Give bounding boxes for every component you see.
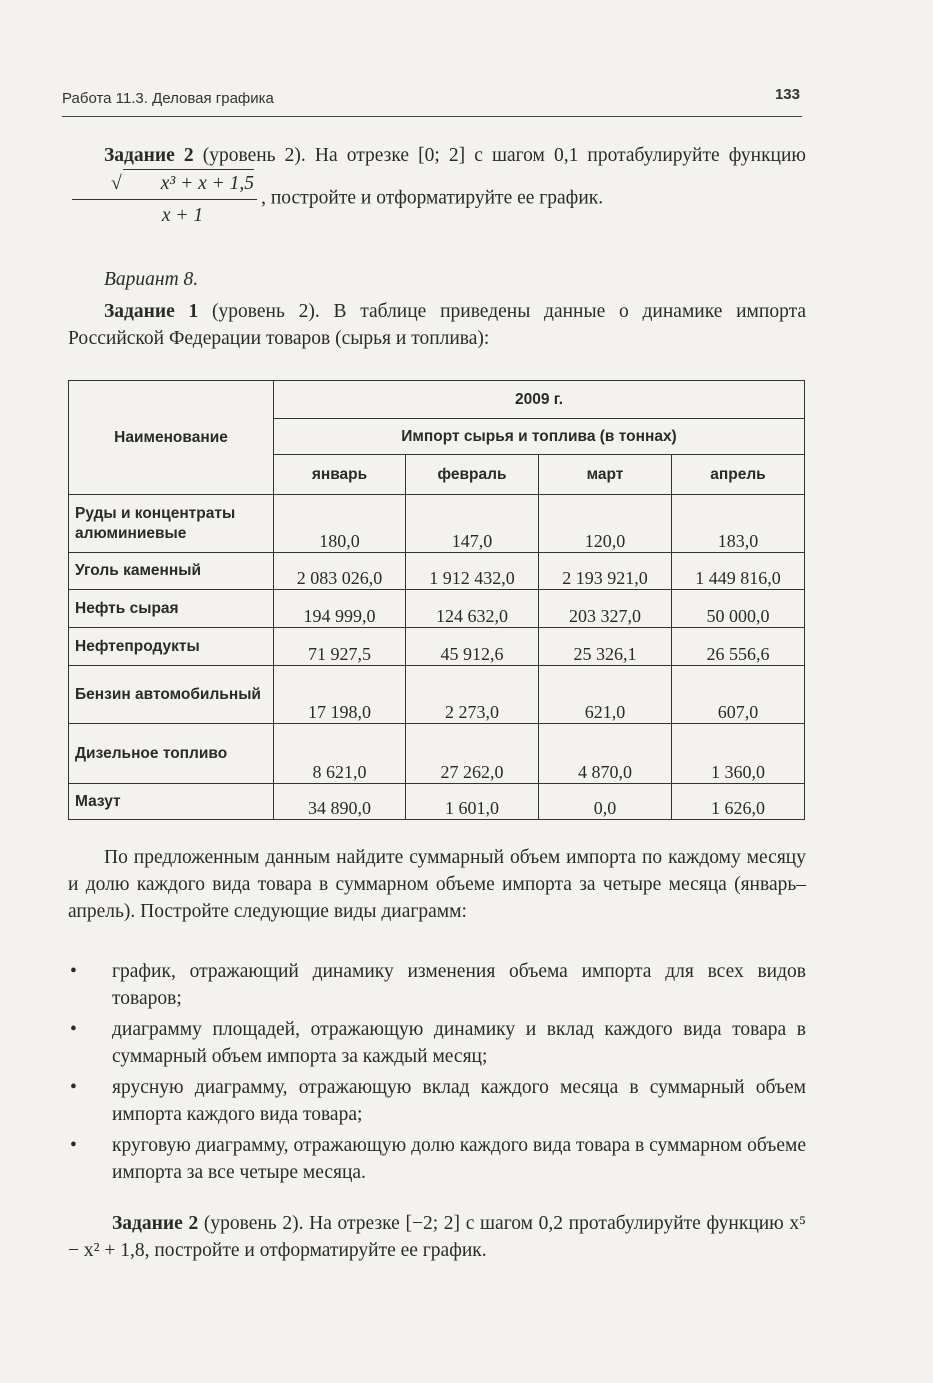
cell-value: 1 449 816,0 [672,553,805,590]
cell-value: 2 193 921,0 [539,553,672,590]
running-head-title: Работа 11.3. Деловая графика [62,90,274,107]
task1-label: Задание 1 [104,301,199,322]
cell-value: 4 870,0 [539,724,672,784]
bullet-icon: • [70,961,77,982]
table-row [69,784,805,820]
task2-top-paragraph [68,142,806,229]
cell-value: 26 556,6 [672,628,805,666]
import-table [68,380,805,820]
row-name: Бензин автомобильный [69,666,274,724]
cell-value: 27 262,0 [406,724,539,784]
cell-value: 183,0 [672,495,805,553]
list-item-text: график, отражающий динамику изменения объема импорта для всех видов товаров; [112,961,806,1009]
row-name: Дизельное топливо [69,724,274,784]
cell-value: 17 198,0 [274,666,406,724]
year-header: 2009 г. [274,381,805,419]
task2-bottom-label: Задание 2 [112,1213,199,1234]
diagram-list [68,958,806,1190]
cell-value: 2 083 026,0 [274,553,406,590]
task1-paragraph [68,298,806,352]
cell-value: 25 326,1 [539,628,672,666]
month-header: март [539,455,672,495]
row-name: Уголь каменный [69,553,274,590]
list-item-text: диаграмму площадей, отражающую динамику и вклад каждого вида товара в суммарный объем импорта за каждый месяц; [112,1019,806,1067]
variant-heading: Вариант 8. [104,269,199,290]
task2-top-text2: , постройте и отформатируйте ее график. [261,187,604,209]
task2-top-text1: (уровень 2). На отрезке [0; 2] с шагом 0,1 протабулируйте функцию [193,145,806,166]
task2-top-label: Задание 2 [104,145,194,166]
row-name: Мазут [69,784,274,820]
table-row [69,666,805,724]
list-item [68,1016,806,1070]
cell-value: 34 890,0 [274,784,406,820]
month-header: январь [274,455,406,495]
bullet-icon: • [70,1135,77,1156]
list-item-text: ярусную диаграмму, отражающую вклад каждого месяца в суммарный объем импорта каждого вида товара; [112,1077,806,1125]
cell-value: 621,0 [539,666,672,724]
month-header: февраль [406,455,539,495]
task1-text: (уровень 2). В таблице приведены данные о динамике импорта Российской Федерации товаров (сырья и топлива): [68,301,806,349]
bullet-icon: • [70,1019,77,1040]
list-item [68,1074,806,1128]
table-row [69,553,805,590]
cell-value: 203 327,0 [539,590,672,628]
cell-value: 71 927,5 [274,628,406,666]
row-name: Руды и концентраты алюминиевые [69,495,274,553]
import-subheader: Импорт сырья и топлива (в тоннах) [274,419,805,455]
cell-value: 1 601,0 [406,784,539,820]
cell-value: 45 912,6 [406,628,539,666]
cell-value: 1 912 432,0 [406,553,539,590]
cell-value: 0,0 [539,784,672,820]
formula-numerator: x³ + x + 1,5 [123,169,254,197]
cell-value: 124 632,0 [406,590,539,628]
cell-value: 194 999,0 [274,590,406,628]
table-row [69,628,805,666]
cell-value: 180,0 [274,495,406,553]
page-number: 133 [774,86,800,103]
table-row [69,724,805,784]
running-head [62,84,802,117]
list-item-text: круговую диаграмму, отражающую долю каждого вида товара в суммарном объеме импорта за все четыре месяца. [112,1135,806,1183]
table-row [69,495,805,553]
cell-value: 120,0 [539,495,672,553]
list-item [68,1132,806,1186]
formula-fraction [72,169,257,229]
formula-denominator: x + 1 [161,205,204,226]
cell-value: 1 360,0 [672,724,805,784]
cell-value: 50 000,0 [672,590,805,628]
sqrt-icon: √ [111,173,122,194]
cell-value: 607,0 [672,666,805,724]
list-item [68,958,806,1012]
bullet-icon: • [70,1077,77,1098]
month-header: апрель [672,455,805,495]
cell-value: 2 273,0 [406,666,539,724]
cell-value: 8 621,0 [274,724,406,784]
col-name-header: Наименование [69,381,274,495]
cell-value: 147,0 [406,495,539,553]
task2-bottom-paragraph [68,1210,806,1264]
table-row [69,590,805,628]
after-table-paragraph: По предложенным данным найдите суммарный объем импорта по каждому месяцу и долю каждого вида товара в суммарном объеме импорта за четыре месяца (январь–апрель). Постройте следующие виды диаграмм: [68,847,806,922]
row-name: Нефть сырая [69,590,274,628]
row-name: Нефтепродукты [69,628,274,666]
task2-bottom-text: (уровень 2). На отрезке [−2; 2] с шагом 0,2 протабулируйте функцию x⁵ − x² + 1,8, постройте и отформатируйте ее график. [68,1213,806,1261]
cell-value: 1 626,0 [672,784,805,820]
